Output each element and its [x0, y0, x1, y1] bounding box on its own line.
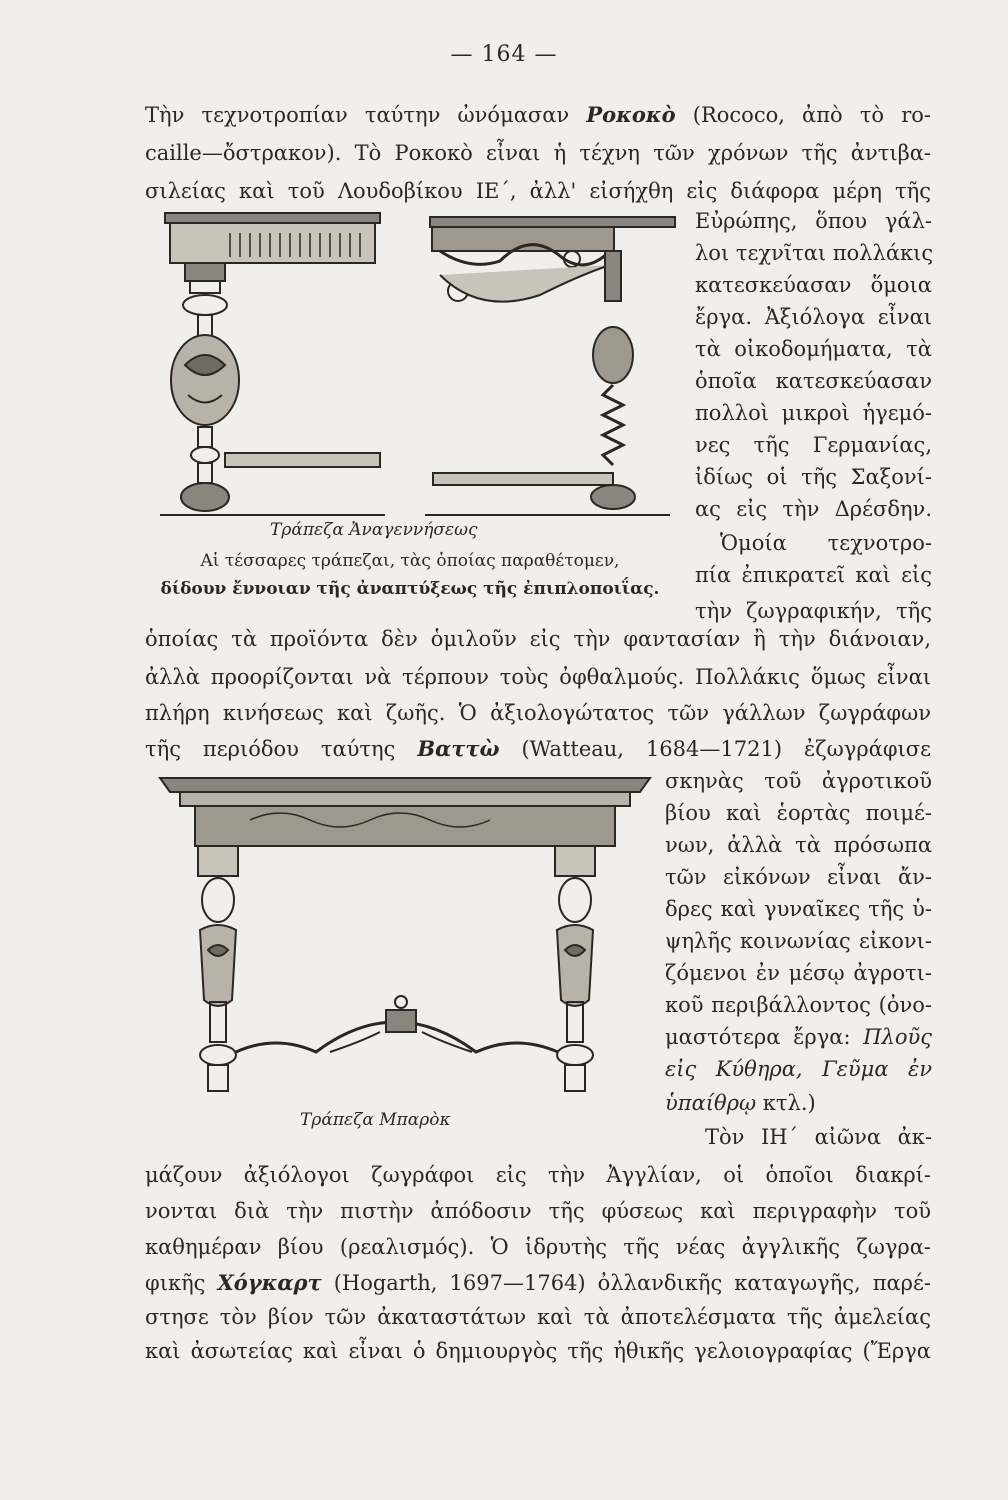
text-line: ἀλλὰ προορίζονται νὰ τέρπουν τοὺς ὀφθαλμούς. Πολλάκις ὅμως εἶναι [145, 665, 931, 689]
text-line: σκηνὰς τοῦ ἀγροτικοῦ [665, 769, 932, 793]
work-title: ὑπαίθρῳ [665, 1091, 757, 1115]
figure-baroque-table [150, 770, 655, 1105]
text-line: φικῆς Χόγκαρτ (Hogarth, 1697—1764) ὀλλανδικῆς καταγωγῆς, παρέ- [145, 1270, 931, 1295]
text-line: ζόμενοι ἐν μέσῳ ἀγροτι- [665, 961, 932, 985]
text-line: Τὴν τεχνοτροπίαν ταύτην ὠνόμασαν Ροκοκὸ (Rococo, ἀπὸ τὸ ro- [145, 102, 931, 127]
text-line: τῶν εἰκόνων εἶναι ἄν- [665, 865, 932, 889]
text-line: νων, ἀλλὰ τὰ πρόσωπα [665, 833, 932, 857]
text-line: ἰδίως οἱ τῆς Σαξονί- [695, 465, 932, 489]
text-line: μάζουν ἀξιόλογοι ζωγράφοι εἰς τὴν Ἀγγλίαν, οἱ ὁποῖοι διακρί- [145, 1163, 931, 1187]
text-line: Τὸν ΙΗ΄ αἰῶνα ἀκ- [705, 1125, 932, 1149]
term-rococo: Ροκοκὸ [586, 102, 676, 127]
figure-renaissance-tables [140, 205, 685, 525]
renaissance-table-left [160, 213, 385, 515]
text-line: Ὁμοία τεχνοτρο- [720, 531, 932, 555]
text-line: καθημέραν βίου (ρεαλισμός). Ὁ ἱδρυτὴς τῆς νέας ἀγγλικῆς ζωγρα- [145, 1235, 931, 1259]
figure1-title: Τράπεζα Ἀναγεννήσεως [270, 520, 478, 540]
work-title: Γεῦμα ἐν [822, 1057, 932, 1081]
text-line: ὁποίας τὰ προϊόντα δὲν ὁμιλοῦν εἰς τὴν φαντασίαν ἢ τὴν διάνοιαν, [145, 627, 931, 651]
text-line [665, 1054, 932, 1084]
text-line: τὴν ζωγραφικήν, τῆς [695, 599, 932, 623]
figure1-caption-line: Αἱ τέσσαρες τράπεζαι, τὰς ὁποίας παραθέτομεν, [200, 551, 620, 571]
text-line: caille—ὄστρακον). Τὸ Ροκοκὸ εἶναι ἡ τέχνη τῶν χρόνων τῆς ἀντιβα- [145, 141, 931, 165]
figure1-caption-line: δίδουν ἔννοιαν τῆς ἀναπτύξεως τῆς ἐπιπλοποιΐας. [160, 579, 660, 599]
text-line: ὑπαίθρῳ κτλ.) [665, 1091, 816, 1115]
renaissance-table-right [425, 217, 675, 515]
text-line: τὰ οἰκοδομήματα, τὰ [695, 337, 932, 361]
text-line: βίου καὶ ἑορτὰς ποιμέ- [665, 801, 932, 825]
baroque-table [160, 778, 650, 1091]
text-line: πία ἐπικρατεῖ καὶ εἰς [695, 563, 932, 587]
figure2-title: Τράπεζα Μπαρὸκ [300, 1110, 451, 1130]
text-line: κατεσκεύασαν ὅμοια [695, 273, 932, 297]
text-line: ἔργα. Ἀξιόλογα εἶναι [695, 305, 932, 329]
text-line: σιλείας καὶ τοῦ Λουδοβίκου ΙΕ΄, ἀλλ' εἰσήχθη εἰς διάφορα μέρη τῆς [145, 179, 931, 203]
text-line: ὁποῖα κατεσκεύασαν [695, 369, 932, 393]
text-line: κοῦ περιβάλλοντος (ὀνο- [665, 993, 932, 1017]
text-line: δρες καὶ γυναῖκες τῆς ὑ- [665, 897, 932, 921]
text-line: πολλοὶ μικροὶ ἡγεμό- [695, 401, 932, 425]
text-line: μαστότερα ἔργα: Πλοῦς [665, 1025, 932, 1049]
name-watteau: Βαττὼ [417, 736, 500, 761]
text-line: πλήρη κινήσεως καὶ ζωῆς. Ὁ ἀξιολογώτατος τῶν γάλλων ζωγράφων [145, 701, 931, 725]
work-title: Πλοῦς [863, 1025, 932, 1049]
work-title: εἰς Κύθηρα, [665, 1057, 803, 1081]
text-line: στησε τὸν βίον τῶν ἀκαταστάτων καὶ τὰ ἀποτελέσματα τῆς ἀμελείας [145, 1305, 931, 1329]
name-hogarth: Χόγκαρτ [217, 1270, 322, 1295]
text-line: Εὐρώπης, ὅπου γάλ- [695, 209, 932, 233]
page-number: — 164 — [450, 42, 558, 67]
text-line: τῆς περιόδου ταύτης Βαττὼ (Watteau, 1684—1721) ἐζωγράφισε [145, 736, 931, 761]
text-line: ψηλῆς κοινωνίας εἰκονι- [665, 929, 932, 953]
text-line: λοι τεχνῖται πολλάκις [695, 241, 934, 265]
text-line: καὶ ἀσωτείας καὶ εἶναι ὁ δημιουργὸς τῆς ἠθικῆς γελοιογραφίας (Ἔργα [145, 1339, 931, 1363]
text-line: ας εἰς τὴν Δρέσδην. [695, 497, 932, 521]
text-line: νες τῆς Γερμανίας, [695, 433, 932, 457]
text-line: νονται διὰ τὴν πιστὴν ἀπόδοσιν τῆς φύσεως καὶ περιγραφὴν τοῦ [145, 1199, 931, 1223]
